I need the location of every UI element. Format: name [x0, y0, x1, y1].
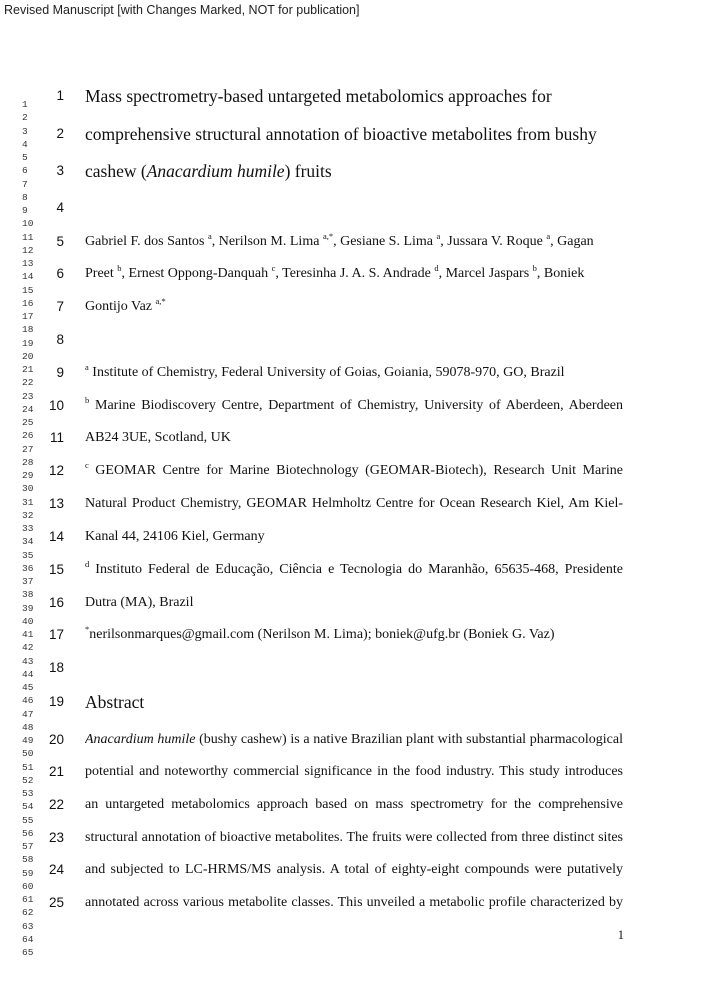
line-number: 12: [48, 463, 64, 478]
margin-number: 5: [22, 152, 28, 163]
abstract-line-22: an untargeted metabolomics approach based on mass spectrometry for the comprehensive: [85, 797, 623, 812]
manuscript-line-25: [0, 893, 708, 913]
margin-number: 1: [22, 99, 28, 110]
margin-number: 55: [22, 814, 34, 826]
margin-number: 59: [22, 867, 34, 879]
abstract-line-21: potential and noteworthy commercial significance in the food industry. This study introduces: [85, 764, 623, 779]
line-number: 5: [56, 234, 64, 249]
margin-number: 63: [22, 920, 34, 932]
manuscript-line-11: [0, 428, 708, 448]
manuscript-line-2: [0, 124, 708, 144]
margin-number: 11: [22, 231, 34, 243]
margin-number: 60: [22, 880, 34, 892]
manuscript-line-19: [0, 692, 708, 712]
affiliation-b-line-2: AB24 3UE, Scotland, UK: [85, 430, 231, 445]
margin-number: 37: [22, 576, 34, 587]
line-number: 19: [48, 694, 64, 709]
manuscript-line-15: [0, 560, 708, 580]
title-line-2: comprehensive structural annotation of bioactive metabolites from bushy: [85, 124, 597, 144]
manuscript-line-8: [0, 330, 708, 350]
margin-number: 56: [22, 827, 34, 839]
line-number: 2: [56, 126, 64, 141]
line-number: 17: [48, 627, 64, 642]
margin-number: 19: [22, 337, 34, 349]
manuscript-line-10: [0, 396, 708, 416]
margin-number: 17: [22, 311, 34, 322]
margin-number: 53: [22, 788, 34, 799]
line-number: 6: [56, 266, 64, 281]
margin-number: 38: [22, 589, 34, 601]
margin-number: 65: [22, 947, 34, 958]
margin-number: 9: [22, 205, 28, 216]
line-number: 1: [56, 88, 64, 103]
margin-number: 18: [22, 324, 34, 336]
margin-number: 42: [22, 642, 34, 654]
margin-number: 16: [22, 297, 34, 309]
manuscript-line-13: [0, 494, 708, 514]
manuscript-line-6: [0, 264, 708, 284]
manuscript-line-14: [0, 527, 708, 547]
line-number: 24: [48, 862, 64, 877]
manuscript-line-20: [0, 730, 708, 750]
affiliation-d-line-2: Dutra (MA), Brazil: [85, 595, 194, 610]
manuscript-header: Revised Manuscript [with Changes Marked, NOT for publication]: [4, 3, 360, 17]
line-number: 7: [56, 299, 64, 314]
margin-number: 31: [22, 496, 34, 508]
title-line-3: cashew (Anacardium humile) fruits: [85, 161, 332, 181]
line-number: 3: [56, 163, 64, 178]
margin-number: 30: [22, 483, 34, 495]
abstract-heading: Abstract: [85, 692, 145, 712]
manuscript-line-17: [0, 625, 708, 645]
line-number: 9: [56, 365, 64, 380]
manuscript-line-1: [0, 86, 708, 106]
margin-number: 47: [22, 708, 34, 720]
margin-number: 22: [22, 377, 34, 389]
margin-number: 2: [22, 112, 28, 124]
margin-number: 35: [22, 549, 34, 561]
line-number: 14: [48, 529, 64, 544]
margin-number: 8: [22, 191, 28, 203]
margin-number: 51: [22, 761, 34, 773]
margin-number: 10: [22, 218, 34, 230]
margin-number: 58: [22, 854, 34, 866]
manuscript-line-21: [0, 762, 708, 782]
margin-number: 3: [22, 125, 28, 137]
margin-number: 12: [22, 244, 34, 256]
manuscript-line-5: [0, 232, 708, 252]
manuscript-line-12: [0, 461, 708, 481]
affiliation-c-line-1: $^c$ GEOMAR Centre for Marine Biotechnology (GEOMAR-Biotech), Research Unit Marine: [85, 461, 623, 478]
corresponding-emails: *nerilsonmarques@gmail.com (Nerilson M. Lima); boniek@ufg.br (Boniek G. Vaz): [85, 624, 555, 642]
line-number: 25: [48, 895, 64, 910]
margin-number: 32: [22, 509, 34, 521]
line-number: 8: [56, 332, 64, 347]
line-number: 11: [49, 430, 64, 445]
affiliation-c-line-3: Kanal 44, 24106 Kiel, Germany: [85, 529, 265, 544]
margin-number: 48: [22, 721, 34, 733]
margin-number: 15: [22, 284, 34, 296]
abstract-line-23: structural annotation of bioactive metabolites. The fruits were collected from three distinct sites: [85, 830, 623, 845]
margin-number: 21: [22, 364, 34, 375]
manuscript-line-4: [0, 198, 708, 218]
page-number: 1: [617, 928, 624, 942]
authors-line-2: Preet $^b$, Ernest Oppong-Danquah $^c$, Teresinha J. A. S. Andrade $^d$, Marcel Jaspars $^b$, Boniek: [85, 263, 585, 281]
affiliation-a: $^a$ Institute of Chemistry, Federal University of Goias, Goiania, 59078-970, GO, Brazil: [85, 362, 565, 380]
margin-number: 24: [22, 403, 34, 415]
manuscript-line-3: [0, 161, 708, 181]
margin-number: 39: [22, 602, 34, 614]
manuscript-line-18: [0, 655, 708, 678]
line-number: 20: [48, 732, 64, 747]
margin-number: 40: [22, 615, 34, 627]
manuscript-line-24: [0, 860, 708, 880]
margin-number: 34: [22, 536, 34, 548]
margin-number: 13: [22, 258, 34, 269]
margin-number: 57: [22, 841, 34, 852]
margin-number: 6: [22, 165, 28, 177]
margin-number: 25: [22, 417, 34, 428]
margin-number: 23: [22, 390, 34, 402]
line-number: 15: [48, 562, 64, 577]
margin-number: 62: [22, 907, 34, 919]
margin-number: 33: [22, 523, 34, 534]
margin-number: 41: [22, 629, 34, 640]
margin-number: 29: [22, 470, 34, 481]
manuscript-line-7: [0, 297, 708, 317]
affiliation-c-line-2: Natural Product Chemistry, GEOMAR Helmholtz Centre for Ocean Research Kiel, Am Kiel-: [85, 496, 623, 511]
margin-number: 20: [22, 350, 34, 362]
line-number: 16: [48, 595, 64, 610]
line-number: 4: [56, 200, 64, 215]
abstract-line-25: annotated across various metabolite classes. This unveiled a metabolic profile characterized by: [85, 895, 623, 910]
margin-number: 14: [22, 271, 34, 283]
margin-number: 43: [22, 655, 34, 667]
margin-number: 36: [22, 562, 34, 574]
line-number: 18: [48, 660, 64, 675]
authors-line-1: Gabriel F. dos Santos $^a$, Nerilson M. Lima $^{a,*}$, Gesiane S. Lima $^a$, Jussara V. Roque $^a$, Gagan: [85, 231, 594, 249]
line-number: 23: [48, 830, 64, 845]
margin-number: 64: [22, 933, 34, 945]
line-number: 21: [48, 764, 64, 779]
line-number: 10: [48, 398, 64, 413]
margin-number: 45: [22, 682, 34, 693]
affiliation-d-line-1: $^d$ Instituto Federal de Educação, Ciência e Tecnologia do Maranhão, 65635-468, Presidente: [85, 560, 623, 577]
margin-number: 26: [22, 430, 34, 442]
line-number: 13: [48, 496, 64, 511]
margin-number: 44: [22, 668, 34, 680]
manuscript-line-22: [0, 795, 708, 815]
margin-number: 61: [22, 894, 34, 905]
manuscript-line-9: [0, 363, 708, 383]
margin-number: 52: [22, 774, 34, 786]
manuscript-line-23: [0, 828, 708, 848]
margin-number: 46: [22, 695, 34, 707]
line-number: 22: [48, 797, 64, 812]
margin-number: 50: [22, 748, 34, 760]
affiliation-b-line-1: $^b$ Marine Biodiscovery Centre, Department of Chemistry, University of Aberdeen, Aberdeen: [85, 396, 623, 413]
species-name: Anacardium humile: [146, 161, 285, 181]
abstract-line-20: Anacardium humile (bushy cashew) is a native Brazilian plant with substantial pharmacological: [85, 732, 623, 747]
margin-number: 27: [22, 443, 34, 455]
margin-number: 54: [22, 801, 34, 813]
manuscript-line-16: [0, 593, 708, 613]
abstract-line-24: and subjected to LC-HRMS/MS analysis. A total of eighty-eight compounds were putatively: [85, 862, 623, 877]
margin-number: 28: [22, 456, 34, 468]
margin-number: 49: [22, 735, 34, 746]
margin-number: 4: [22, 138, 28, 150]
title-line-1: Mass spectrometry-based untargeted metabolomics approaches for: [85, 86, 552, 106]
authors-line-3: Gontijo Vaz $^{a,*}$: [85, 296, 166, 314]
margin-number: 7: [22, 178, 28, 190]
